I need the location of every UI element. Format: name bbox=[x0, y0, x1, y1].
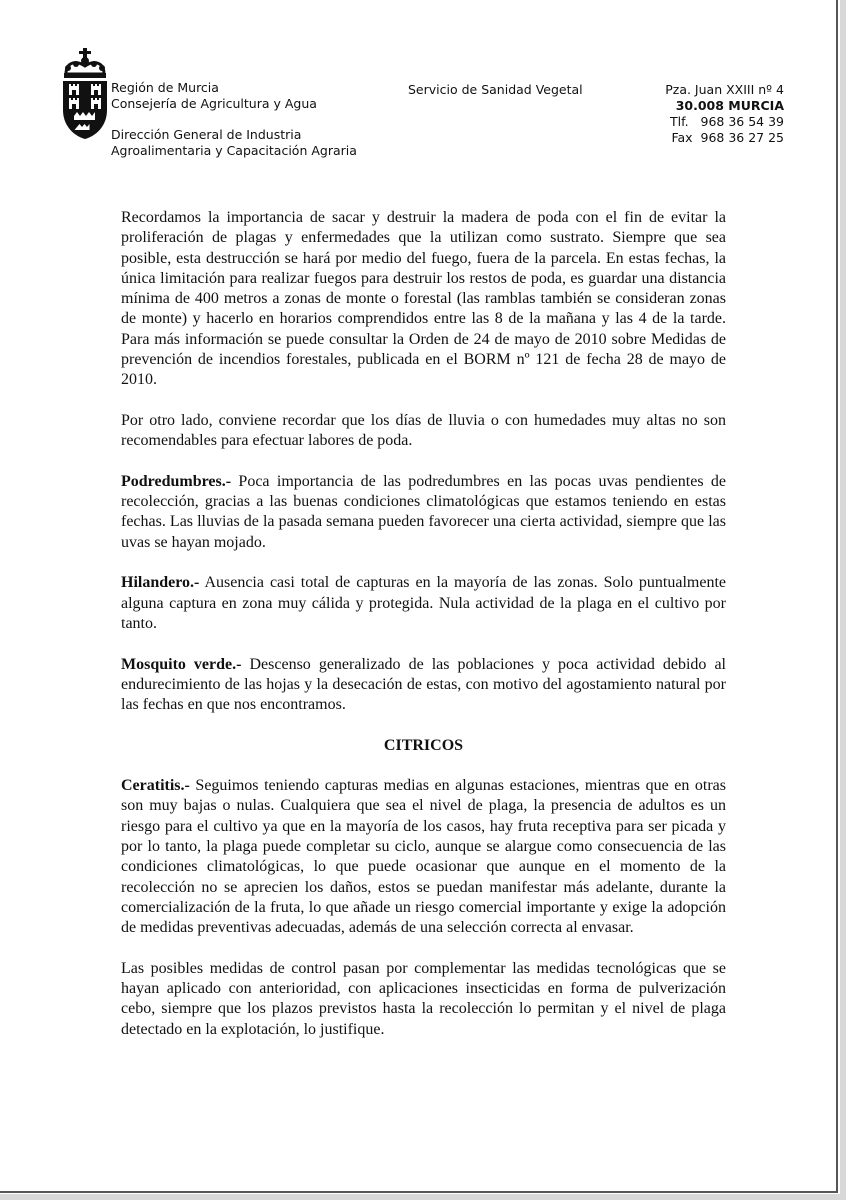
text-hilandero: Ausencia casi total de capturas en la mayoría de las zonas. Solo puntualmente alguna captura en zona muy cálida y protegida. Nula actividad de la plaga en el cultivo por tanto. bbox=[121, 574, 726, 632]
address-phone: Tlf. 968 36 54 39 bbox=[670, 114, 784, 129]
address-block bbox=[665, 82, 784, 146]
heading-podredumbres: Podredumbres.- bbox=[121, 472, 232, 490]
paragraph-hilandero bbox=[121, 573, 726, 634]
region-coat-of-arms-icon bbox=[60, 48, 110, 140]
paragraph-control-measures: Las posibles medidas de control pasan por complementar las medidas tecnológicas que se hayan aplicado con anterioridad, con aplicaciones insecticidas en forma de pulverización cebo, siempre que los plazos previstos hasta la recolección lo permitan y el nivel de plaga detectado en la explotación, lo justifique. bbox=[121, 959, 726, 1038]
organization-block bbox=[111, 80, 357, 159]
address-fax: Fax 968 36 27 25 bbox=[671, 130, 784, 145]
org-directorate-cont: Agroalimentaria y Capacitación Agraria bbox=[111, 143, 357, 158]
heading-hilandero: Hilandero.- bbox=[121, 574, 200, 592]
paragraph-mosquito-verde bbox=[121, 655, 726, 716]
section-title-citricos: CITRICOS bbox=[383, 736, 464, 754]
address-city: 30.008 MURCIA bbox=[675, 98, 784, 113]
text-podredumbres: Poca importancia de las podredumbres en las pocas uvas pendientes de recolección, gracias a las buenas condiciones climatológicas que estamos teniendo en estas fechas. Las lluvias de la pasada semana pueden favorecer una cierta actividad, siempre que las uvas se hayan mojado. bbox=[121, 472, 726, 551]
paragraph-pruning: Recordamos la importancia de sacar y destruir la madera de poda con el fin de evitar la proliferación de plagas y enfermedades que la utilizan como sustrato. Siempre que sea posible, esta destrucción se hará por medio del fuego, fuera de la parcela. En estas fechas, la única limitación para realizar fuegos para destruir los restos de poda, es guardar una distancia mínima de 400 metros a zonas de monte o forestal (las ramblas también se consideran zonas de monte) y hacerlo en horarios comprendidos entre las 8 de la mañana y las 4 de la tarde. Para más información se puede consultar la Orden de 24 de mayo de 2010 sobre Medidas de prevención de incendios forestales, publicada en el BORM nº 121 de fecha 28 de mayo de 2010. bbox=[121, 209, 726, 389]
service-name: Servicio de Sanidad Vegetal bbox=[408, 82, 583, 97]
heading-ceratitis: Ceratitis.- bbox=[121, 777, 190, 795]
text-mosquito-verde: Descenso generalizado de las poblaciones y poca actividad debido al endurecimiento de las hojas y la desecación de estas, con motivo del agostamiento natural por las fechas en que nos encontramos. bbox=[121, 655, 726, 714]
paragraph-podredumbres bbox=[121, 472, 726, 553]
heading-mosquito-verde: Mosquito verde.- bbox=[121, 655, 242, 673]
org-department: Consejería de Agricultura y Agua bbox=[111, 96, 317, 111]
page-shadow-right bbox=[840, 0, 846, 1200]
paragraph-rain: Por otro lado, conviene recordar que los días de lluvia o con humedades muy altas no son recomendables para efectuar labores de poda. bbox=[121, 411, 726, 450]
paragraph-ceratitis bbox=[121, 776, 726, 938]
letterhead bbox=[0, 0, 846, 170]
org-region: Región de Murcia bbox=[111, 80, 219, 95]
address-street: Pza. Juan XXIII nº 4 bbox=[665, 82, 784, 97]
page-shadow-bottom bbox=[0, 1194, 846, 1200]
text-ceratitis: Seguimos teniendo capturas medias en algunas estaciones, mientras que en otras son muy bajas o nulas. Cualquiera que sea el nivel de plaga, la presencia de adultos es un riesgo para el cultivo ya que en la mayoría de los casos, hay fruta receptiva para ser picada y por lo tanto, la plaga puede completar su ciclo, aunque se alargue como consecuencia de las condiciones climatológicas, lo que puede ocasionar que aunque en el momento de la recolección no se aprecien los daños, estos se puedan manifestar más adelante, durante la comercialización de la fruta, lo que añade un riesgo comercial importante y exige la adopción de medidas preventivas adecuadas, además de una selección correcta al envasar. bbox=[121, 777, 726, 937]
org-directorate: Dirección General de Industria bbox=[111, 127, 302, 142]
document-body bbox=[121, 208, 726, 1060]
